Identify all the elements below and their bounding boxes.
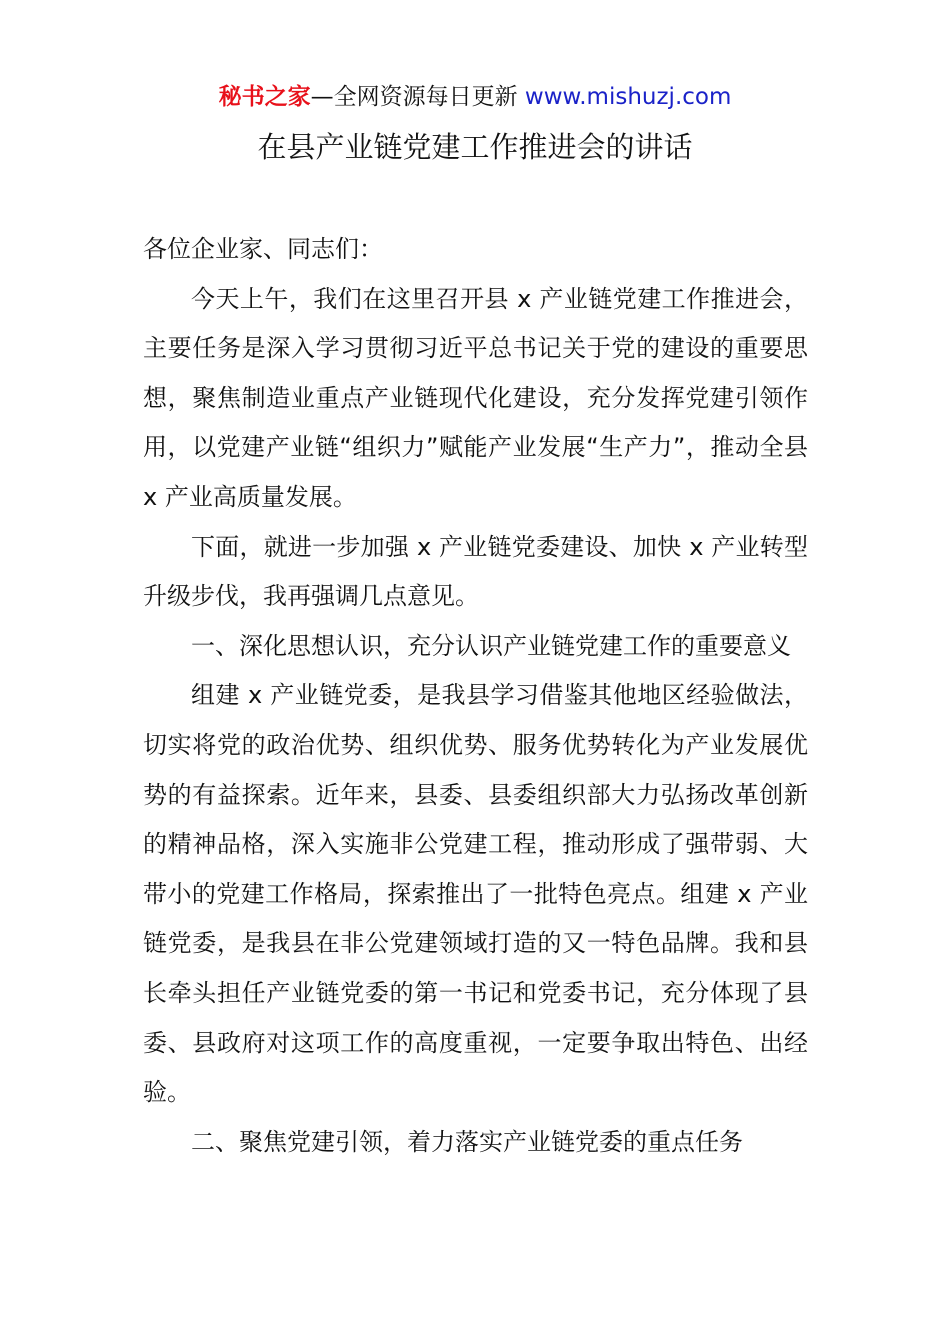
- document-title: 在县产业链党建工作推进会的讲话: [257, 130, 693, 164]
- section-heading-2: 二、聚焦党建引领，着力落实产业链党委的重点任务: [191, 1127, 743, 1156]
- paragraph-transition: 下面，就进一步加强 x 产业链党委建设、加快 x 产业转型升级步伐，我再强调几点意见。: [143, 532, 808, 611]
- salutation: 各位企业家、同志们：: [143, 235, 383, 263]
- paragraph-section-1: 组建 x 产业链党委，是我县学习借鉴其他地区经验做法，切实将党的政治优势、组织优势、服务优势转化为产业发展优势的有益探索。近年来，县委、县委组织部大力弘扬改革创新的精神品格，深入实施非公党建工程，推动形成了强带弱、大带小的党建工作格局，探索推出了一批特色亮点。组建 x 产业链党委，是我县在非公党建领域打造的又一特色品牌。我和县长牵头担任产业链党委的第一书记和党委书记，充分体现了县委、县政府对这项工作的高度重视，一定要争取出特色、出经验。: [143, 681, 808, 1107]
- site-banner: [0, 80, 950, 114]
- brand-name: 秘书之家: [218, 84, 311, 110]
- paragraph-opening: 今天上午，我们在这里召开县 x 产业链党建工作推进会，主要任务是深入学习贯彻习近平总书记关于党的建设的重要思想，聚焦制造业重点产业链现代化建设，充分发挥党建引领作用，以党建产业链“组织力”赋能产业发展“生产力”，推动全县 x 产业高质量发展。: [143, 284, 808, 511]
- section-heading-1: 一、深化思想认识，充分认识产业链党建工作的重要意义: [191, 631, 791, 660]
- document-body: [143, 225, 808, 1167]
- site-url-link[interactable]: www.mishuzj.com: [524, 84, 732, 110]
- banner-slogan: —全网资源每日更新: [310, 84, 518, 110]
